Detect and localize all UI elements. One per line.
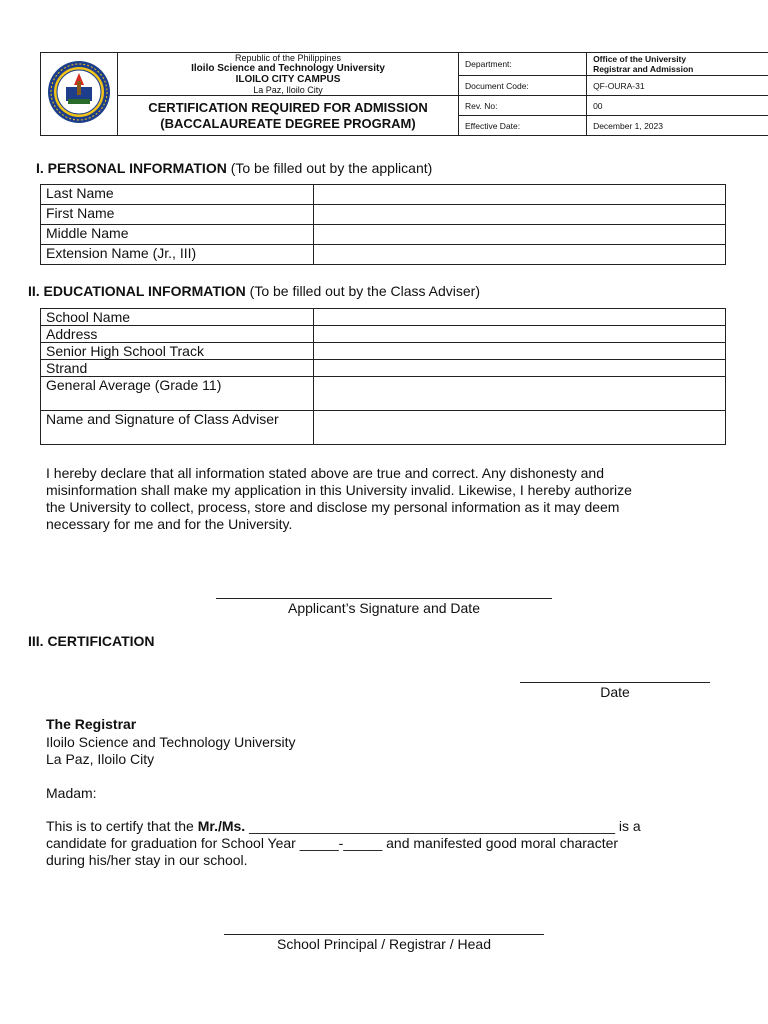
section-personal-note: (To be filled out by the applicant) [230, 160, 433, 176]
campus-address: La Paz, Iloilo City [253, 85, 323, 95]
principal-signature-line[interactable] [224, 934, 544, 935]
cert-text-1c: _______________________________________________ is a [245, 818, 641, 834]
school-name-field[interactable] [313, 309, 725, 326]
row-label-strand: Strand [41, 360, 314, 377]
section-personal-title: I. PERSONAL INFORMATION [36, 160, 227, 176]
row-label-extension-name: Extension Name (Jr., III) [41, 245, 314, 265]
declaration-paragraph [46, 465, 746, 533]
meta-value-effective-date: December 1, 2023 [587, 116, 768, 136]
meta-key-department: Department: [459, 53, 587, 76]
declaration-line: I hereby declare that all information stated above are true and correct. Any dishonesty and [46, 465, 604, 481]
form-title-line-1: CERTIFICATION REQUIRED FOR ADMISSION [148, 99, 428, 115]
campus-name: ILOILO CITY CAMPUS [235, 74, 341, 85]
personal-info-table [40, 184, 726, 265]
address-field[interactable] [313, 326, 725, 343]
cert-text-mr-ms: Mr./Ms. [197, 818, 246, 834]
form-title-line-2: (BACCALAUREATE DEGREE PROGRAM) [160, 115, 416, 131]
class-adviser-field[interactable] [313, 411, 725, 445]
table-row [41, 326, 726, 343]
certification-line-2: candidate for graduation for School Year _____-_____ and manifested good moral character [46, 835, 619, 851]
middle-name-field[interactable] [313, 225, 725, 245]
university-name: Iloilo Science and Technology University [191, 63, 385, 74]
declaration-line: necessary for me and for the University. [46, 516, 293, 532]
logo-cell [41, 53, 118, 136]
addressee-line-1: Iloilo Science and Technology University [46, 734, 296, 750]
table-row [41, 185, 726, 205]
table-row [41, 245, 726, 265]
dept-line-2: Registrar and Admission [593, 64, 694, 74]
header-title-cell [118, 53, 459, 96]
last-name-field[interactable] [313, 185, 725, 205]
date-label: Date [600, 684, 630, 700]
principal-signature-label: School Principal / Registrar / Head [277, 936, 491, 952]
addressee: The Registrar [46, 716, 137, 732]
table-row [41, 377, 726, 411]
row-label-school-name: School Name [41, 309, 314, 326]
certification-line-1 [46, 818, 756, 835]
row-label-middle-name: Middle Name [41, 225, 314, 245]
row-label-class-adviser: Name and Signature of Class Adviser [41, 411, 314, 445]
applicant-signature-line[interactable] [216, 598, 552, 599]
university-seal-icon [46, 59, 112, 125]
table-row [41, 360, 726, 377]
meta-key-effective-date: Effective Date: [459, 116, 587, 136]
declaration-line: misinformation shall make my application in this University invalid. Likewise, I hereby authorize [46, 482, 632, 498]
table-row [41, 411, 726, 445]
certification-paragraph [46, 818, 756, 869]
meta-key-rev-no: Rev. No: [459, 96, 587, 116]
meta-value-department [587, 53, 768, 76]
section-educational-note: (To be filled out by the Class Adviser) [249, 283, 480, 299]
educational-info-table [40, 308, 726, 445]
row-label-general-average: General Average (Grade 11) [41, 377, 314, 411]
section-educational-heading [28, 283, 480, 299]
section-certification-title: III. CERTIFICATION [28, 633, 155, 649]
form-title-cell [118, 96, 459, 136]
table-row [41, 205, 726, 225]
addressee-line-2: La Paz, Iloilo City [46, 751, 155, 767]
section-educational-title: II. EDUCATIONAL INFORMATION [28, 283, 246, 299]
section-personal-heading [36, 160, 432, 176]
first-name-field[interactable] [313, 205, 725, 225]
row-label-first-name: First Name [41, 205, 314, 225]
meta-key-document-code: Document Code: [459, 76, 587, 96]
dept-line-1: Office of the University [593, 54, 687, 64]
salutation: Madam: [46, 785, 97, 801]
general-average-field[interactable] [313, 377, 725, 411]
date-line[interactable] [520, 682, 710, 683]
shs-track-field[interactable] [313, 343, 725, 360]
republic-text: Republic of the Philippines [234, 53, 342, 63]
strand-field[interactable] [313, 360, 725, 377]
declaration-line: the University to collect, process, store and disclose my personal information as it may deem [46, 499, 620, 515]
table-row [41, 309, 726, 326]
row-label-last-name: Last Name [41, 185, 314, 205]
table-row [41, 225, 726, 245]
row-label-address: Address [41, 326, 314, 343]
row-label-shs-track: Senior High School Track [41, 343, 314, 360]
table-row [41, 343, 726, 360]
meta-value-document-code: QF-OURA-31 [587, 76, 768, 96]
certification-line-3: during his/her stay in our school. [46, 852, 248, 868]
applicant-signature-label: Applicant’s Signature and Date [288, 600, 480, 616]
document-header [40, 52, 768, 136]
cert-text-1a: This is to certify that the [46, 818, 198, 834]
meta-value-rev-no: 00 [587, 96, 768, 116]
extension-name-field[interactable] [313, 245, 725, 265]
